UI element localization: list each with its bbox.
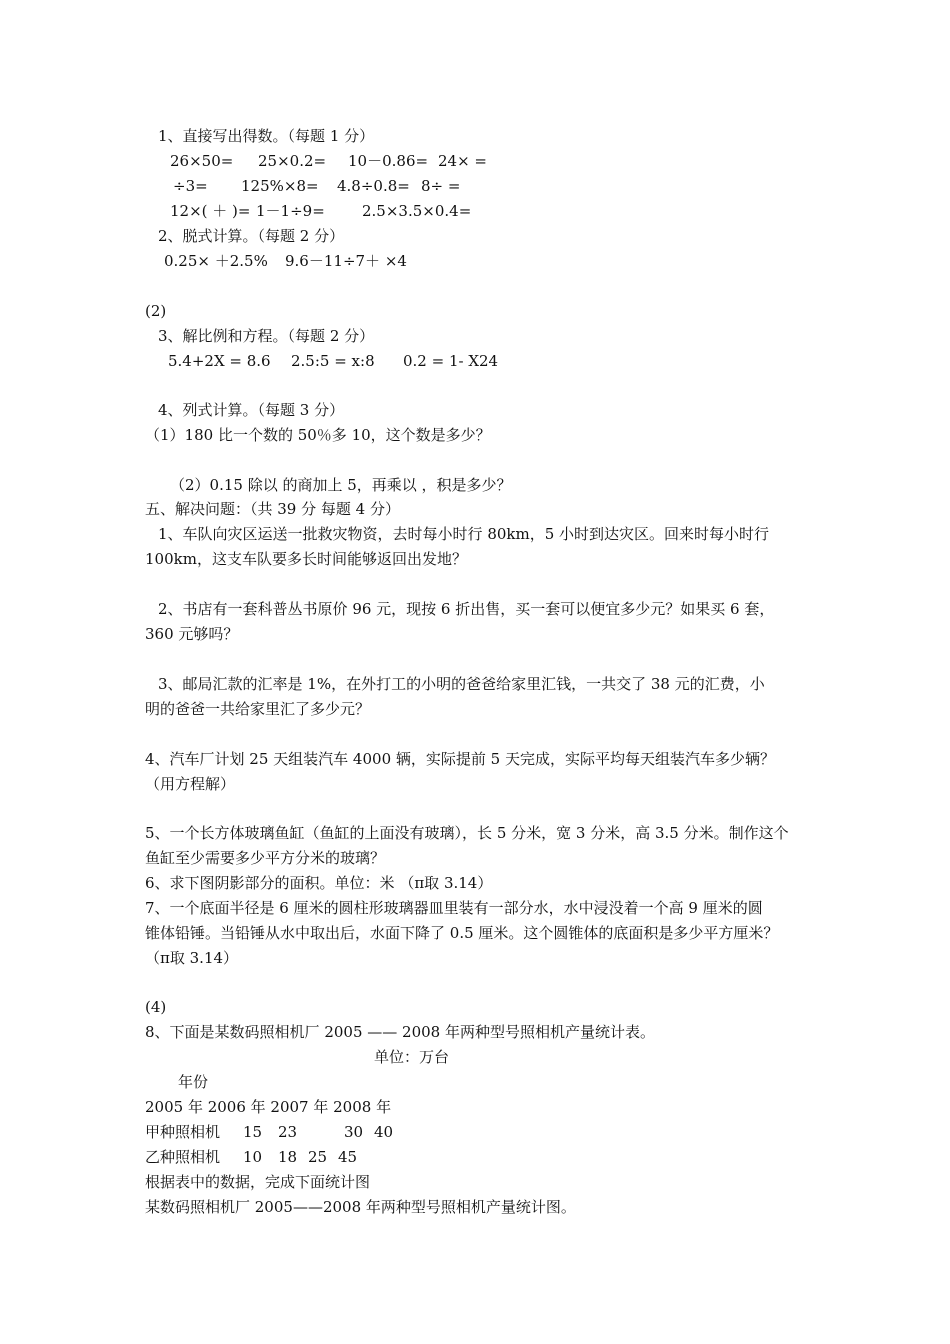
q8-row-a-label: 甲种照相机 bbox=[145, 1123, 221, 1141]
q1-r3-b: 1－1÷9= bbox=[256, 202, 325, 220]
q2-items bbox=[164, 251, 407, 271]
q8-chart-title: 某数码照相机厂 2005——2008 年两种型号照相机产量统计图。 bbox=[145, 1198, 576, 1216]
q2-item-2: 9.6－11÷7＋ ×4 bbox=[285, 252, 407, 270]
q8-row-b-v2: 18 bbox=[278, 1148, 298, 1166]
q8-row-b bbox=[145, 1147, 357, 1167]
q8-row-b-v4: 45 bbox=[338, 1148, 358, 1166]
q8-row-a bbox=[145, 1122, 393, 1142]
q1-title: 1、直接写出得数。（每题 1 分） bbox=[158, 127, 375, 145]
problem-2-line-2: 360 元够吗？ bbox=[145, 625, 239, 643]
q4-item-2: （2）0.15 除以 的商加上 5，再乘以 ，积是多少？ bbox=[170, 476, 512, 494]
q8-row-a-v1: 15 bbox=[243, 1123, 263, 1141]
q1-r3-a: 12×( ＋ )= bbox=[170, 202, 251, 220]
q3-items bbox=[168, 351, 498, 371]
problem-1-line-1: 1、车队向灾区运送一批救灾物资，去时每小时行 80km，5 小时到达灾区。回来时每小时行 bbox=[158, 525, 770, 543]
q8-row-b-label: 乙种照相机 bbox=[145, 1148, 221, 1166]
q2-title: 2、脱式计算。（每题 2 分） bbox=[158, 227, 345, 245]
q8-years-line: 2005 年 2006 年 2007 年 2008 年 bbox=[145, 1098, 392, 1116]
problem-7-line-2: 锥体铅锤。当铅锤从水中取出后，水面下降了 0.5 厘米。这个圆锥体的底面积是多少平方厘米？ bbox=[145, 924, 779, 942]
problem-4-line-2: （用方程解） bbox=[145, 775, 236, 793]
q8-header-label: 年份 bbox=[178, 1073, 209, 1091]
q8-row-a-v2: 23 bbox=[278, 1123, 298, 1141]
q3-item-1: 5.4+2X = 8.6 bbox=[168, 352, 271, 370]
q8-instruction: 根据表中的数据，完成下面统计图 bbox=[145, 1173, 371, 1191]
q4-title: 4、列式计算。（每题 3 分） bbox=[158, 401, 345, 419]
q1-r2-b: 125%×8= bbox=[241, 177, 319, 195]
q4-item-1: （1）180 比一个数的 50％多 10，这个数是多少？ bbox=[145, 426, 491, 444]
q8-row-b-v3: 25 bbox=[308, 1148, 328, 1166]
problem-1-line-2: 100km，这支车队要多长时间能够返回出发地？ bbox=[145, 550, 467, 568]
problem-3-line-2: 明的爸爸一共给家里汇了多少元？ bbox=[145, 700, 371, 718]
problem-3-line-1: 3、邮局汇款的汇率是 1%，在外打工的小明的爸爸给家里汇钱，一共交了 38 元的汇费，小 bbox=[158, 675, 765, 693]
problem-5-line-1: 5、一个长方体玻璃鱼缸（鱼缸的上面没有玻璃），长 5 分米，宽 3 分米，高 3.5 分米。制作这个 bbox=[145, 824, 789, 842]
q1-r1-a: 26×50= bbox=[170, 152, 234, 170]
q8-row-a-v4: 40 bbox=[374, 1123, 394, 1141]
section-marker-4: (4) bbox=[145, 998, 167, 1016]
q1-r1-d: 24× = bbox=[438, 152, 487, 170]
q2-item-1: 0.25× ＋2.5% bbox=[164, 252, 268, 270]
q1-r1-b: 25×0.2= bbox=[258, 152, 327, 170]
q1-r2-c: 4.8÷0.8= bbox=[337, 177, 410, 195]
q8-unit: 单位：万台 bbox=[374, 1048, 450, 1066]
problem-7-line-3: （π取 3.14） bbox=[145, 949, 239, 967]
q3-title: 3、解比例和方程。（每题 2 分） bbox=[158, 327, 375, 345]
q1-r3-c: 2.5×3.5×0.4= bbox=[362, 202, 472, 220]
q1-row1 bbox=[170, 151, 487, 171]
q1-row2 bbox=[173, 176, 460, 196]
q1-r2-d: 8÷ = bbox=[421, 177, 461, 195]
problem-6: 6、求下图阴影部分的面积。单位：米 （π取 3.14） bbox=[145, 874, 493, 892]
q1-row3 bbox=[170, 201, 471, 221]
q8-title: 8、下面是某数码照相机厂 2005 —— 2008 年两种型号照相机产量统计表。 bbox=[145, 1023, 655, 1041]
section-marker-2: (2) bbox=[145, 302, 167, 320]
q1-r1-c: 10－0.86= bbox=[348, 152, 429, 170]
q3-item-2: 2.5:5 = x:8 bbox=[291, 352, 375, 370]
q8-row-a-v3: 30 bbox=[344, 1123, 364, 1141]
q8-row-b-v1: 10 bbox=[243, 1148, 263, 1166]
problem-7-line-1: 7、一个底面半径是 6 厘米的圆柱形玻璃器皿里装有一部分水，水中浸没着一个高 9 厘米的圆 bbox=[145, 899, 763, 917]
section5-title: 五、解决问题：（共 39 分 每题 4 分） bbox=[145, 500, 400, 518]
problem-4-line-1: 4、汽车厂计划 25 天组装汽车 4000 辆，实际提前 5 天完成，实际平均每天组装汽车多少辆？ bbox=[145, 750, 775, 768]
problem-2-line-1: 2、书店有一套科普丛书原价 96 元，现按 6 折出售，买一套可以便宜多少元？如果买 6 套， bbox=[158, 600, 775, 618]
q3-item-3: 0.2 = 1- X24 bbox=[403, 352, 499, 370]
problem-5-line-2: 鱼缸至少需要多少平方分米的玻璃？ bbox=[145, 849, 386, 867]
q1-r2-a: ÷3= bbox=[173, 177, 208, 195]
